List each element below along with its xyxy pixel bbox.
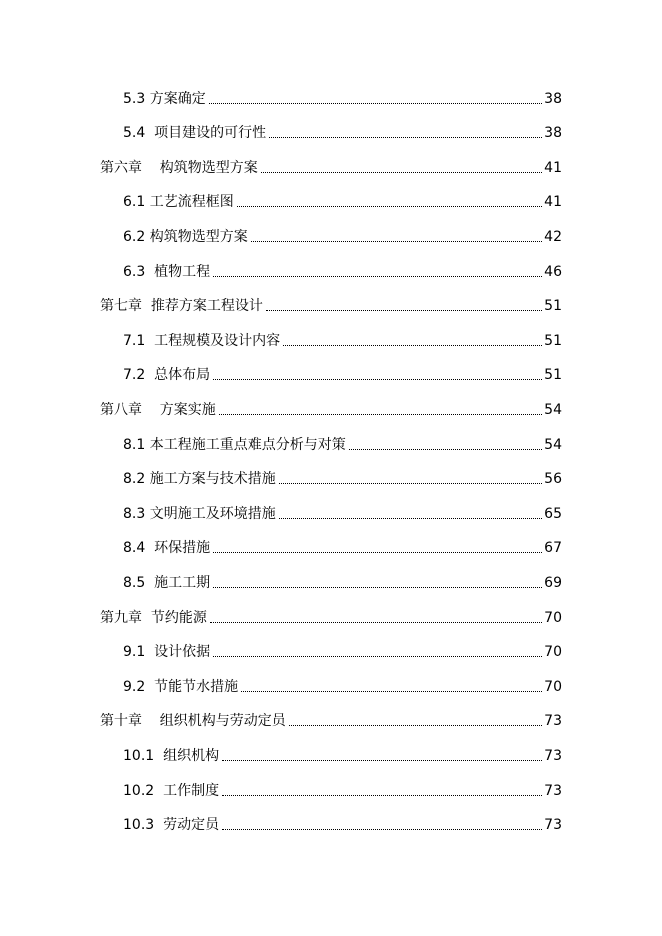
toc-entry-title: 第七章 推荐方案工程设计	[100, 298, 263, 315]
toc-entry-chapter[interactable]	[100, 289, 562, 324]
toc-entry-chapter[interactable]	[100, 600, 562, 635]
toc-entry-chapter[interactable]	[100, 392, 562, 427]
toc-entry-page-number: 69	[544, 574, 562, 591]
toc-dot-leader	[213, 587, 542, 588]
toc-entry-section[interactable]	[123, 116, 562, 151]
toc-entry-page-number: 73	[544, 817, 562, 834]
toc-dot-leader	[279, 483, 542, 484]
toc-entry-page-number: 42	[544, 228, 562, 245]
toc-entry-page-number: 67	[544, 540, 562, 557]
toc-entry-title: 第十章 组织机构与劳动定员	[100, 713, 286, 730]
toc-entry-title: 8.3 文明施工及环境措施	[123, 505, 276, 522]
toc-dot-leader	[213, 656, 542, 657]
toc-entry-title: 第六章 构筑物选型方案	[100, 159, 258, 176]
toc-entry-title: 10.1 组织机构	[123, 747, 220, 764]
toc-dot-leader	[222, 795, 542, 796]
toc-entry-section[interactable]	[123, 635, 562, 670]
toc-entry-section[interactable]	[123, 254, 562, 289]
toc-dot-leader	[209, 103, 542, 104]
toc-entry-title: 5.3 方案确定	[123, 90, 206, 107]
toc-entry-chapter[interactable]	[100, 704, 562, 739]
toc-entry-section[interactable]	[123, 358, 562, 393]
toc-entry-page-number: 70	[544, 609, 562, 626]
toc-entry-page-number: 41	[544, 159, 562, 176]
toc-entry-title: 第九章 节约能源	[100, 609, 207, 626]
toc-dot-leader	[213, 552, 542, 553]
toc-entry-title: 6.2 构筑物选型方案	[123, 228, 248, 245]
toc-entry-title: 7.1 工程规模及设计内容	[123, 332, 281, 349]
toc-dot-leader	[210, 622, 542, 623]
toc-dot-leader	[269, 137, 542, 138]
toc-entry-title: 9.1 设计依据	[123, 644, 211, 661]
toc-dot-leader	[241, 691, 542, 692]
toc-dot-leader	[279, 518, 542, 519]
toc-dot-leader	[289, 725, 542, 726]
toc-entry-title: 8.1 本工程施工重点难点分析与对策	[123, 436, 346, 453]
toc-entry-page-number: 56	[544, 471, 562, 488]
toc-entry-page-number: 38	[544, 125, 562, 142]
toc-entry-page-number: 46	[544, 263, 562, 280]
toc-dot-leader	[213, 379, 542, 380]
toc-entry-title: 第八章 方案实施	[100, 401, 216, 418]
toc-entry-section[interactable]	[123, 185, 562, 220]
toc-entry-section[interactable]	[123, 669, 562, 704]
toc-entry-title: 10.2 工作制度	[123, 782, 220, 799]
toc-entry-page-number: 73	[544, 747, 562, 764]
toc-dot-leader	[219, 414, 542, 415]
toc-entry-title: 9.2 节能节水措施	[123, 678, 239, 695]
toc-entry-section[interactable]	[123, 219, 562, 254]
toc-dot-leader	[222, 760, 542, 761]
toc-entry-page-number: 51	[544, 367, 562, 384]
toc-dot-leader	[349, 449, 542, 450]
toc-entry-page-number: 54	[544, 401, 562, 418]
toc-entry-page-number: 70	[544, 644, 562, 661]
toc-entry-page-number: 51	[544, 332, 562, 349]
toc-entry-section[interactable]	[123, 323, 562, 358]
toc-entry-section[interactable]	[123, 81, 562, 116]
toc-dot-leader	[222, 829, 542, 830]
toc-entry-page-number: 38	[544, 90, 562, 107]
toc-dot-leader	[261, 172, 542, 173]
toc-entry-title: 5.4 项目建设的可行性	[123, 125, 267, 142]
toc-entry-section[interactable]	[123, 496, 562, 531]
toc-entry-title: 10.3 劳动定员	[123, 817, 220, 834]
toc-entry-section[interactable]	[123, 531, 562, 566]
toc-dot-leader	[283, 345, 542, 346]
toc-entry-page-number: 41	[544, 194, 562, 211]
toc-entry-title: 8.5 施工工期	[123, 574, 211, 591]
toc-dot-leader	[266, 310, 542, 311]
toc-entry-title: 8.4 环保措施	[123, 540, 211, 557]
toc-entry-page-number: 73	[544, 713, 562, 730]
toc-dot-leader	[237, 206, 542, 207]
toc-entry-page-number: 73	[544, 782, 562, 799]
toc-entry-section[interactable]	[123, 808, 562, 843]
toc-entry-section[interactable]	[123, 427, 562, 462]
toc-entry-page-number: 70	[544, 678, 562, 695]
toc-entry-section[interactable]	[123, 738, 562, 773]
toc-entry-chapter[interactable]	[100, 150, 562, 185]
toc-entry-section[interactable]	[123, 565, 562, 600]
toc-entry-title: 8.2 施工方案与技术措施	[123, 471, 276, 488]
toc-dot-leader	[213, 276, 542, 277]
toc-entry-title: 6.1 工艺流程框图	[123, 194, 234, 211]
toc-dot-leader	[251, 241, 542, 242]
toc-entry-title: 7.2 总体布局	[123, 367, 211, 384]
toc-entry-section[interactable]	[123, 773, 562, 808]
toc-entry-title: 6.3 植物工程	[123, 263, 211, 280]
toc-entry-page-number: 65	[544, 505, 562, 522]
toc-entry-page-number: 54	[544, 436, 562, 453]
toc-entry-page-number: 51	[544, 298, 562, 315]
toc-entry-section[interactable]	[123, 462, 562, 497]
